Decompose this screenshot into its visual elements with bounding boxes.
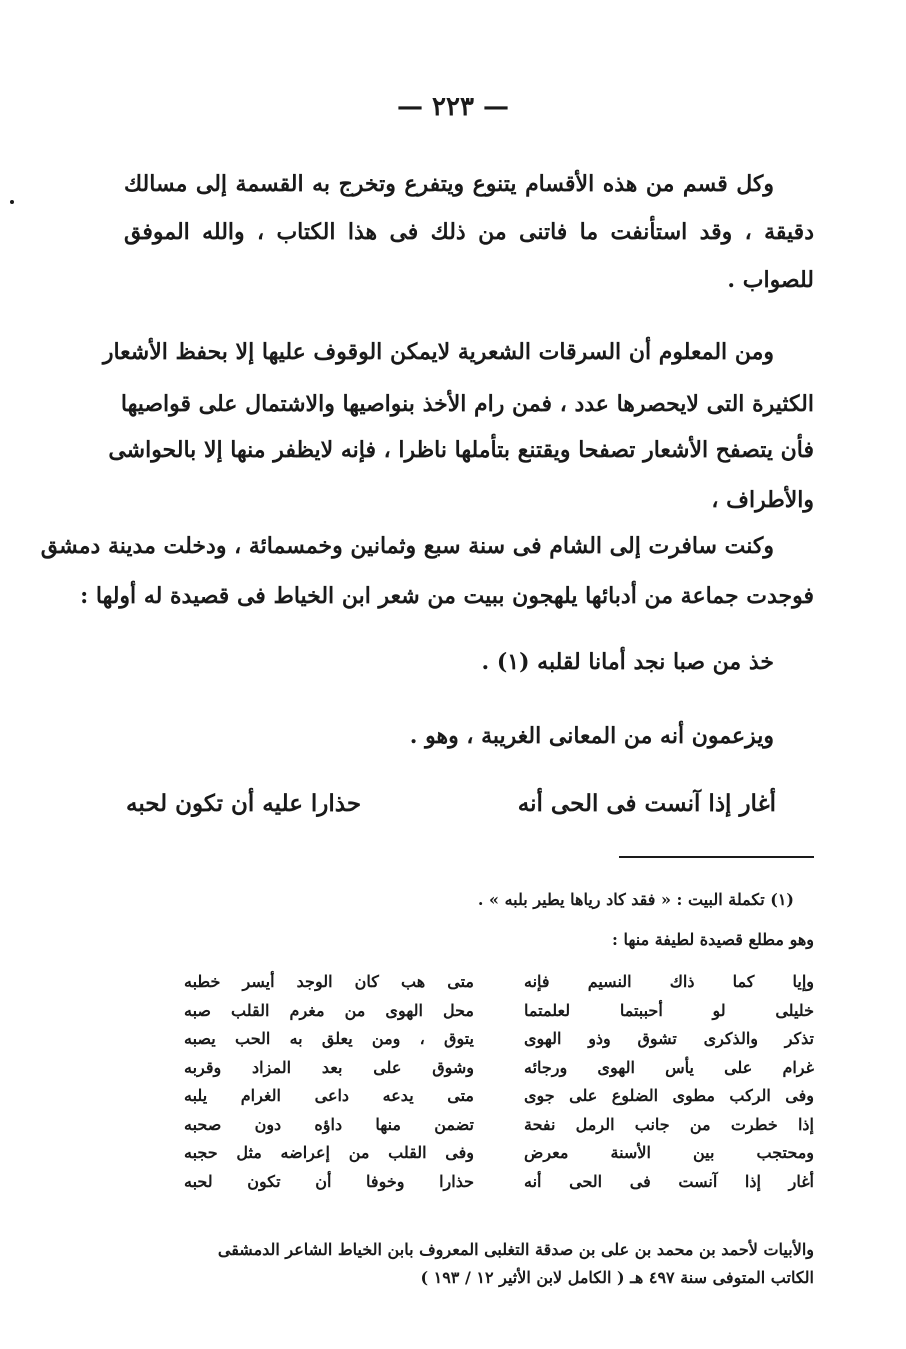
poem-second-hemistich: متى يدعه داعى الغرام يلبه (184, 1086, 474, 1105)
poem-first-hemistich: ومحتجب بين الأسنة معرض (524, 1143, 814, 1162)
poem-second-hemistich: يتوق ، ومن يعلق به الحب يصبه (184, 1029, 474, 1048)
poem-first-hemistich: خليلى لو أحببتما لعلمتما (524, 1000, 814, 1020)
poem-row (184, 968, 814, 997)
poem-first-hemistich: إذا خطرت من جانب الرمل نفحة (524, 1114, 814, 1134)
footnote-line-1: (١) تكملة البيت : « فقد كاد رياها يطير بلبه » . (477, 890, 794, 909)
poem-first-hemistich: غرام على يأس الهوى ورجائه (524, 1057, 814, 1077)
verse-second-hemistich: حذارا عليه أن تكون لحبه (126, 790, 362, 817)
poem-row (184, 1082, 814, 1111)
paragraph-2-line-4: والأطراف ، (711, 487, 814, 513)
main-verse (126, 786, 776, 822)
paragraph-2-line-2: الكثيرة التى لايحصرها عدد ، فمن رام الأخذ بنواصيها والاشتمال على قواصيها (120, 391, 814, 417)
footnote-attribution-line-2: الكاتب المتوفى سنة ٤٩٧ هـ ( الكامل لابن الأثير ١٢ / ١٩٣ ) (420, 1268, 814, 1287)
poem-first-hemistich: وفى الركب مطوى الضلوع على جوى (524, 1086, 814, 1105)
footnote-separator (619, 856, 814, 858)
footnote-poem (184, 968, 814, 1196)
poem-row (184, 1054, 814, 1083)
paragraph-1-line-1: وكل قسم من هذه الأقسام يتنوع ويتفرع وتخرج به القسمة إلى مسالك (124, 171, 774, 197)
paragraph-4: ويزعمون أنه من المعانى الغريبة ، وهو . (409, 723, 774, 749)
poem-second-hemistich: وفى القلب من إعراضه مثل حجبه (184, 1143, 474, 1162)
footnote-line-2: وهو مطلع قصيدة لطيفة منها : (612, 930, 814, 949)
poem-second-hemistich: وشوق على بعد المزاد وقربه (184, 1057, 474, 1077)
paragraph-1-line-2: دقيقة ، وقد استأنفت ما فاتنى من ذلك فى هذا الكتاب ، والله الموفق (124, 219, 814, 245)
paragraph-3-line-1: وكنت سافرت إلى الشام فى سنة سبع وثمانين وخمسمائة ، ودخلت مدينة دمشق (40, 533, 774, 559)
poem-row (184, 997, 814, 1026)
poem-row (184, 1168, 814, 1197)
poem-second-hemistich: محل الهوى من مغرم القلب صبه (184, 1000, 474, 1020)
poem-row (184, 1139, 814, 1168)
poem-first-hemistich: تذكر والذكرى تشوق وذو الهوى (524, 1029, 814, 1048)
poem-second-hemistich: متى هب كان الوجد أيسر خطبه (184, 972, 474, 991)
poem-second-hemistich: حذارا وخوفا أن تكون لحبه (184, 1171, 474, 1191)
paragraph-2-line-1: ومن المعلوم أن السرقات الشعرية لايمكن الوقوف عليها إلا بحفظ الأشعار (102, 339, 774, 365)
footnote-attribution-line-1: والأبيات لأحمد بن محمد بن على بن صدقة التغلبى المعروف بابن الخياط الشاعر الدمشقى (217, 1240, 814, 1259)
poem-second-hemistich: تضمن منها داؤه دون صحبه (184, 1114, 474, 1134)
poem-first-hemistich: أغار إذا آنست فى الحى أنه (524, 1171, 814, 1191)
stray-ink-dot (10, 200, 14, 204)
verse-first-hemistich: أغار إذا آنست فى الحى أنه (517, 790, 776, 817)
paragraph-2-line-3: فأن يتصفح الأشعار تصفحا ويقتنع بتأملها ناظرا ، فإنه لايظفر منها إلا بالحواشى (108, 437, 814, 463)
quoted-hemistich: خذ من صبا نجد أمانا لقلبه (١) . (481, 649, 774, 675)
poem-row (184, 1025, 814, 1054)
poem-row (184, 1111, 814, 1140)
paragraph-1-line-3: للصواب . (727, 267, 814, 293)
poem-first-hemistich: وإيا كما ذاك النسيم فإنه (524, 972, 814, 991)
page-number: — ٢٢٣ — (396, 92, 510, 122)
paragraph-3-line-2: فوجدت جماعة من أدبائها يلهجون ببيت من شعر ابن الخياط فى قصيدة له أولها : (80, 583, 814, 609)
